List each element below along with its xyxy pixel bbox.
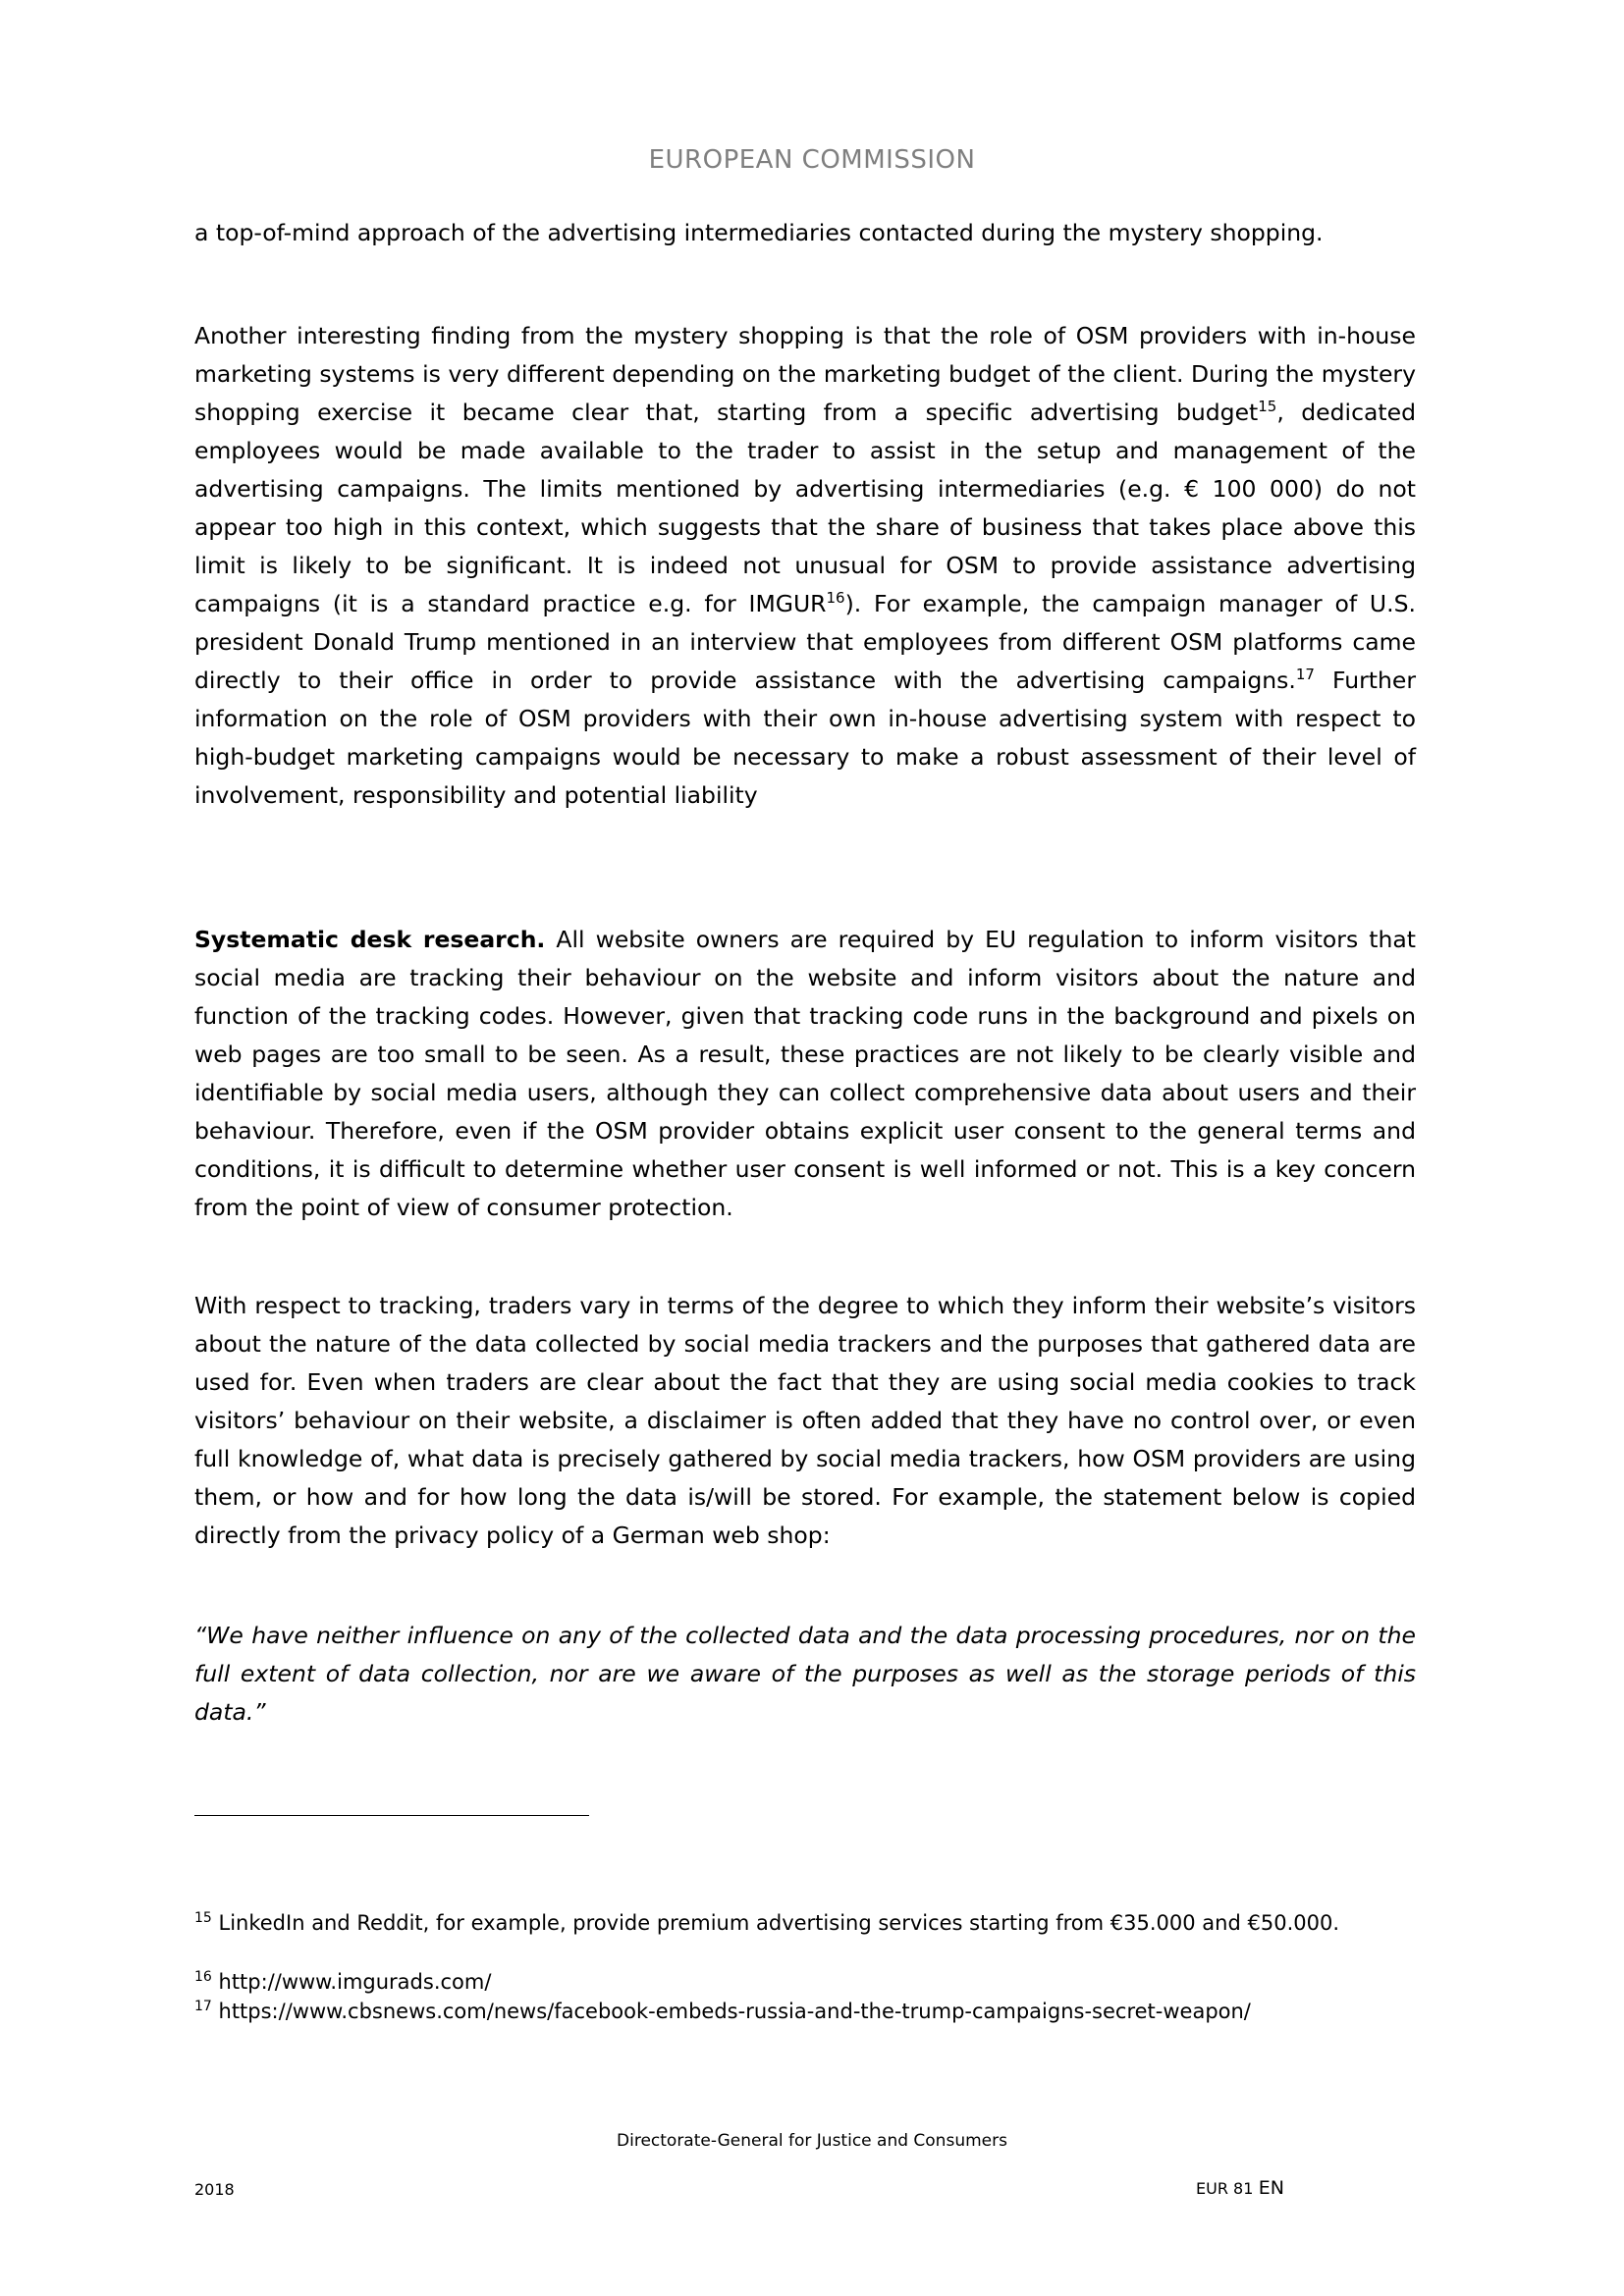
footnote-16: [194, 1967, 1416, 1997]
footnote-link[interactable]: https://www.cbsnews.com/news/facebook-embeds-russia-and-the-trump-campaigns-secret-weapon/: [211, 2000, 1251, 2023]
quote: [194, 1617, 1416, 1732]
paragraph-text: With respect to tracking, traders vary in terms of the degree to which they inform their website’s visitors about the nature of the data collected by social media trackers and the purposes that gathered data are used for. Even when traders are clear about the fact that they are using social media cookies to track visitors’ behaviour on their website, a disclaimer is often added that they have no control over, or even full knowledge of, what data is precisely gathered by social media trackers, how OSM providers are using them, or how and for how long the data is/will be stored. For example, the statement below is copied directly from the privacy policy of a German web shop:: [194, 1292, 1416, 1549]
paragraph-text: Another interesting finding from the mystery shopping is that the role of OSM providers with in-house marketing systems is very different depending on the marketing budget of the client. During the mystery shopping exercise it became clear that, starting from a specific advertising budget: [194, 322, 1416, 426]
footnote-ref[interactable]: 17: [1295, 666, 1315, 684]
footer-year: 2018: [194, 2180, 235, 2199]
paragraph-tracking: [194, 1287, 1416, 1555]
paragraph-text: , dedicated employees would be made available to the trader to assist in the setup and management of the advertising campaigns. The limits mentioned by advertising intermediaries (e.g. € 100 000) do not appear too high in this context, which suggests that the share of business that takes place above this limit is likely to be significant. It is indeed not unusual for OSM to provide assistance advertising campaigns (it is a standard practice e.g. for IMGUR: [194, 399, 1416, 617]
paragraph-text: ). For example, the campaign manager of U.S. president Donald Trump mentioned in an interview that employees from different OSM platforms came directly to their office in order to provide assistance with the advertising campaigns.: [194, 590, 1416, 694]
paragraph-text: Further information on the role of OSM providers with their own in-house advertising system with respect to high-budget marketing campaigns would be necessary to make a robust assessment of their level of involvement, responsibility and potential liability: [194, 667, 1416, 809]
paragraph-heading: Systematic desk research.: [194, 926, 546, 953]
paragraph-desk-research: [194, 921, 1416, 1227]
footnote-15: [194, 1908, 1416, 1938]
footnote-number: 17: [194, 1999, 212, 2014]
footnote-number: 16: [194, 1969, 212, 1985]
footnote-ref[interactable]: 16: [826, 589, 845, 608]
footnote-text: LinkedIn and Reddit, for example, provide premium advertising services starting from €35.000 and €50.000.: [211, 1911, 1339, 1935]
paragraph-text: a top-of-mind approach of the advertising intermediaries contacted during the mystery shopping.: [194, 219, 1324, 246]
footer-directorate: Directorate-General for Justice and Consumers: [617, 2131, 1007, 2151]
footer-language: EN: [1258, 2177, 1285, 2199]
footnote-separator: [194, 1815, 589, 1816]
paragraph-intro: [194, 214, 1416, 252]
footnote-ref[interactable]: 15: [1258, 398, 1277, 416]
footer-ref-number: EUR 81: [1196, 2179, 1254, 2198]
paragraph-mystery-shopping: [194, 317, 1416, 815]
footer-ref: [1196, 2177, 1284, 2199]
footnote-17: [194, 1997, 1416, 2026]
page-header: EUROPEAN COMMISSION: [648, 145, 976, 175]
paragraph-text: All website owners are required by EU regulation to inform visitors that social media are tracking their behaviour on the website and inform visitors about the nature and function of the tracking codes. However, given that tracking code runs in the background and pixels on web pages are too small to be seen. As a result, these practices are not likely to be clearly visible and identifiable by social media users, although they can collect comprehensive data about users and their behaviour. Therefore, even if the OSM provider obtains explicit user consent to the general terms and conditions, it is difficult to determine whether user consent is well informed or not. This is a key concern from the point of view of consumer protection.: [194, 926, 1416, 1221]
footnote-number: 15: [194, 1910, 212, 1926]
footnote-link[interactable]: http://www.imgurads.com/: [211, 1970, 492, 1994]
quote-text: “We have neither influence on any of the collected data and the data processing procedures, nor on the full extent of data collection, nor are we aware of the purposes as well as the storage periods of this data.”: [194, 1622, 1416, 1726]
